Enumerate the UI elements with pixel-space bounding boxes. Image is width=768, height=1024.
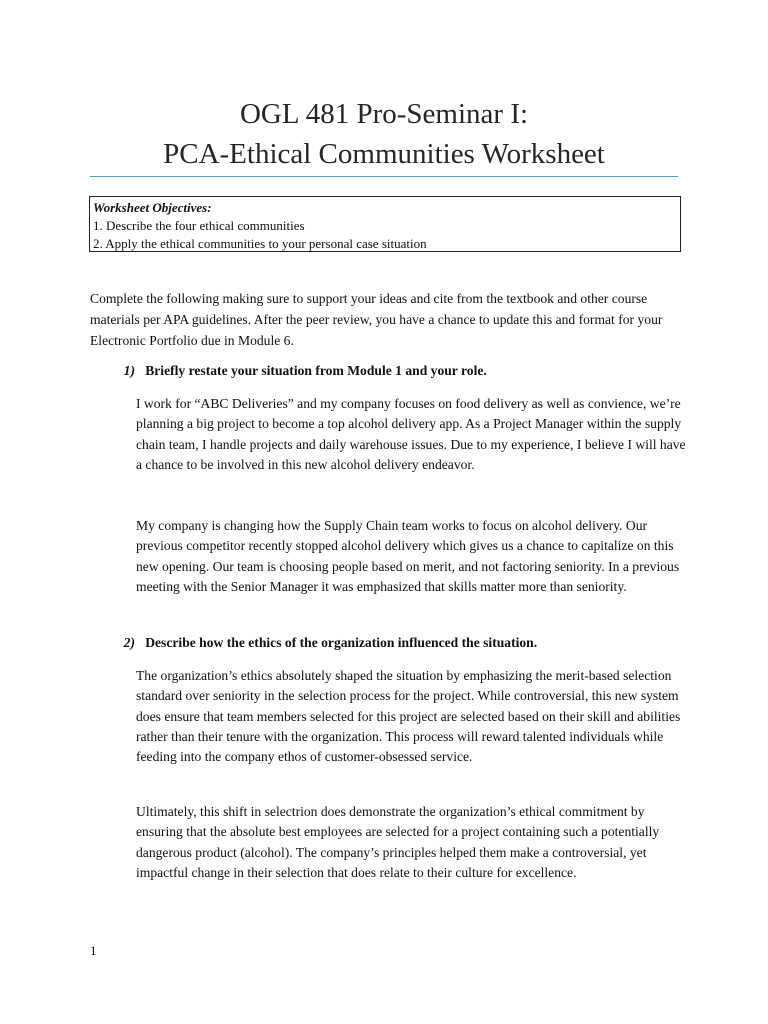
question-2-number: 2) bbox=[123, 635, 135, 650]
answer-1-paragraph-1: I work for “ABC Deliveries” and my company focuses on food delivery as well as convience, we’re planning a big project to become a top alcohol delivery app. As a Project Manager within the supply chain team, I handle projects and daily warehouse issues. Due to my experience, I believe I will have a chance to be involved in this new alcohol delivery endeavor. bbox=[136, 396, 686, 472]
objectives-box bbox=[89, 196, 681, 252]
page-title bbox=[90, 94, 678, 174]
title-line-2: PCA-Ethical Communities Worksheet bbox=[163, 138, 605, 170]
answer-2-paragraph-2: Ultimately, this shift in selectrion does demonstrate the organization’s ethical commitment by ensuring that the absolute best employees are selected for a project containing such a potentially dangerous product (alcohol). The company’s principles helped them make a controversial, yet impactful change in their selection that does relate to their culture for excellence. bbox=[136, 804, 660, 880]
question-1-number: 1) bbox=[123, 363, 135, 378]
answer-2-paragraph-1: The organization’s ethics absolutely shaped the situation by emphasizing the merit-based selection standard over seniority in the selection process for the project. While controversial, this new system does ensure that team members selected for this project are selected based on their skill and abilities rather than their tenure with the organization. This process will reward talented individuals while feeding into the company ethos of customer-obsessed service. bbox=[136, 668, 681, 765]
objectives-heading: Worksheet Objectives: bbox=[93, 200, 212, 215]
question-2 bbox=[90, 632, 690, 653]
title-line-1: OGL 481 Pro-Seminar I: bbox=[239, 98, 529, 130]
objective-item-2: 2. Apply the ethical communities to your personal case situation bbox=[93, 236, 427, 251]
question-2-prompt: Describe how the ethics of the organization influenced the situation. bbox=[145, 635, 538, 650]
intro-paragraph: Complete the following making sure to support your ideas and cite from the textbook and other course materials per APA guidelines. After the peer review, you have a chance to update this and format for your Electronic Portfolio due in Module 6. bbox=[90, 291, 663, 348]
title-divider bbox=[90, 176, 678, 177]
answer-1-paragraph-2: My company is changing how the Supply Chain team works to focus on alcohol delivery. Our previous competitor recently stopped alcohol delivery which gives us a chance to capitalize on this new opening. Our team is choosing people based on merit, and not factoring seniority. In a previous meeting with the Senior Manager it was emphasized that skills matter more than seniority. bbox=[136, 518, 680, 594]
page-number: 1 bbox=[90, 943, 97, 958]
question-1 bbox=[90, 360, 690, 381]
objective-item-1: 1. Describe the four ethical communities bbox=[93, 218, 305, 233]
question-1-prompt: Briefly restate your situation from Module 1 and your role. bbox=[145, 363, 487, 378]
